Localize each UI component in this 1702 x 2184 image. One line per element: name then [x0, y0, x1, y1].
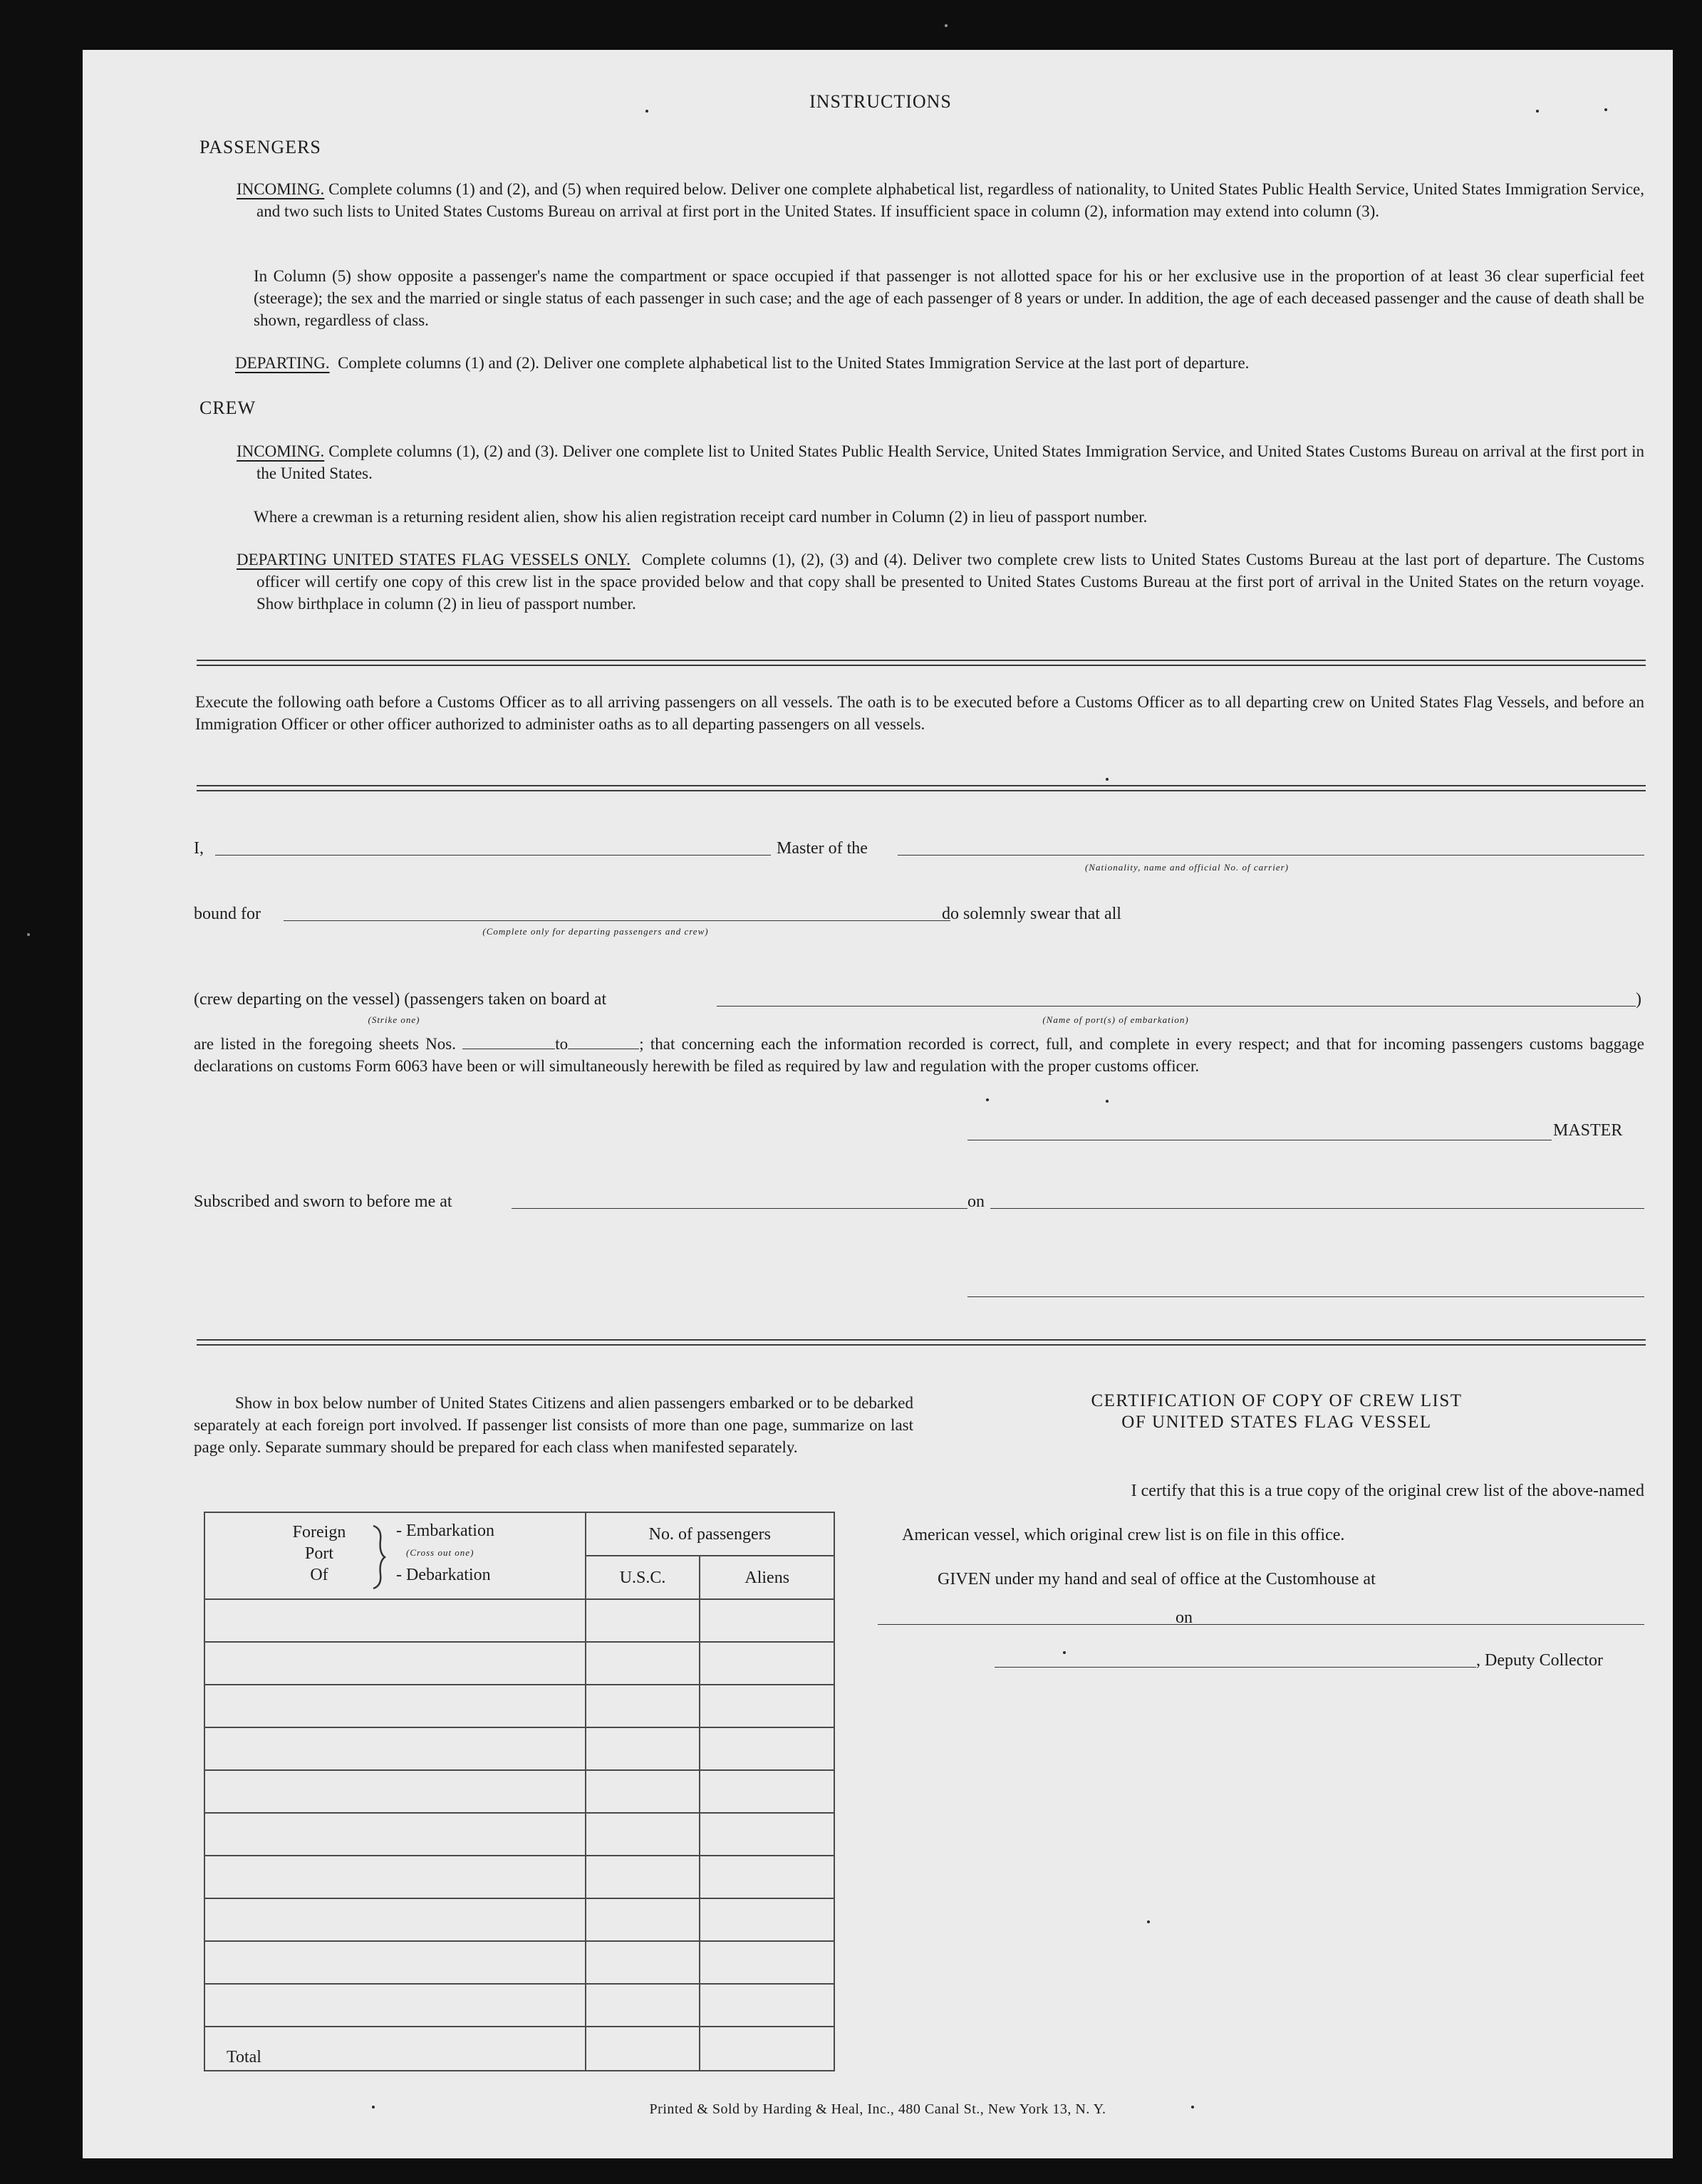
port-cell[interactable]	[204, 1599, 586, 1642]
cross-out-caption: (Cross out one)	[406, 1547, 474, 1558]
passengers-departing-paragraph	[235, 352, 1644, 374]
section-divider	[197, 660, 1646, 666]
sworn-on-label: on	[967, 1192, 985, 1211]
of-label: Of	[310, 1566, 328, 1584]
port-cell[interactable]	[204, 1727, 586, 1770]
close-paren: )	[1636, 990, 1641, 1009]
scan-speck	[1191, 2106, 1194, 2108]
bound-caption: (Complete only for departing passengers and crew)	[482, 926, 709, 937]
scan-speck	[1106, 778, 1109, 781]
printer-credit: Printed & Sold by Harding & Heal, Inc., 480 Canal St., New York 13, N. Y.	[649, 2101, 1106, 2117]
scan-speck	[645, 110, 648, 113]
listed-text: ; that concerning each the information recorded is correct, full, and complete in every respect; and that for incoming passengers customs baggage declarations on customs Form 6063 have been or will simultaneously herewith be filed as required by law and regulation with the proper customs officer.	[194, 1035, 1644, 1075]
master-label: MASTER	[1553, 1121, 1623, 1140]
listed-prefix: are listed in the foregoing sheets Nos.	[194, 1035, 457, 1053]
usc-cell[interactable]	[586, 1727, 700, 1770]
passengers-incoming-label: INCOMING.	[237, 180, 325, 198]
scan-speck	[1604, 108, 1607, 111]
table-row	[204, 1685, 834, 1727]
usc-cell[interactable]	[586, 1984, 700, 2027]
swear-text: do solemnly swear that all	[942, 905, 1121, 923]
debarkation-label: - Debarkation	[396, 1566, 491, 1584]
listed-paragraph	[194, 1033, 1644, 1077]
master-of-the-label: Master of the	[777, 839, 868, 858]
passengers-departing-text: Complete columns (1) and (2). Deliver one complete alphabetical list to the United States Immigration Service at the last port of departure.	[338, 354, 1250, 372]
table-row	[204, 1770, 834, 1813]
strike-one-caption: (Strike one)	[368, 1014, 420, 1025]
passengers-incoming-paragraph	[237, 178, 1644, 222]
port-label: Port	[304, 1544, 333, 1563]
aliens-cell[interactable]	[700, 1770, 834, 1813]
certification-title-line2: OF UNITED STATES FLAG VESSEL	[1121, 1413, 1432, 1432]
passengers-departing-label: DEPARTING.	[235, 354, 330, 372]
officer-signature-field[interactable]	[967, 1296, 1644, 1297]
foreign-label: Foreign	[292, 1523, 346, 1541]
oath-intro: Execute the following oath before a Customs Officer as to all arriving passengers on all vessels. The oath is to be executed before a Customs Officer as to all departing crew on United States Flag Vessels, and before an Immigration Officer or other officer authorized to administer oaths as to all departing passengers on all vessels.	[195, 693, 1644, 733]
scan-speck	[1106, 1100, 1109, 1103]
aliens-total-cell[interactable]	[700, 2027, 834, 2071]
ports-caption: (Name of port(s) of embarkation)	[1042, 1014, 1189, 1025]
crew-departing-text: Complete columns (1), (2), (3) and (4). Deliver two complete crew lists to United States Customs Bureau at the last port of departure. The Customs officer will certify one copy of this crew list in the space provided below and that copy shall be presented to United States Customs Bureau at the first port of arrival in the United States on the return voyage. Show birthplace in column (2) in lieu of passport number.	[256, 551, 1645, 613]
carrier-field[interactable]	[898, 855, 1644, 856]
aliens-cell[interactable]	[700, 1941, 834, 1984]
scan-speck	[372, 2106, 375, 2108]
port-cell[interactable]	[204, 1813, 586, 1856]
port-cell[interactable]	[204, 1941, 586, 1984]
port-cell[interactable]	[204, 1770, 586, 1813]
embarkation-label: - Embarkation	[396, 1522, 494, 1540]
usc-cell[interactable]	[586, 1941, 700, 1984]
scan-speck	[1536, 110, 1539, 113]
cert-date-field[interactable]	[1197, 1624, 1644, 1625]
port-of-embarkation-field[interactable]	[717, 1006, 1636, 1007]
usc-cell[interactable]	[586, 1856, 700, 1898]
passengers-incoming-text: Complete columns (1) and (2), and (5) when required below. Deliver one complete alphabetical list, regardless of nationality, to United States Public Health Service, United States Immigration Service, and two such lists to United States Customs Bureau on arrival at first port in the United States. If insufficient space in column (2), information may extend into column (3).	[256, 180, 1644, 220]
usc-cell[interactable]	[586, 1599, 700, 1642]
crew-incoming-text: Complete columns (1), (2) and (3). Deliver one complete list to United States Public Health Service, United States Immigration Service, and United States Customs Bureau on arrival at the first port in the United States.	[256, 442, 1644, 482]
port-cell[interactable]	[204, 1642, 586, 1685]
scan-speck	[27, 933, 30, 936]
given-text: GIVEN under my hand and seal of office at the Customhouse at	[938, 1570, 1376, 1588]
crew-departing-label: DEPARTING UNITED STATES FLAG VESSELS ONLY.	[237, 551, 631, 568]
scan-speck	[945, 24, 948, 27]
total-row	[204, 2027, 834, 2071]
passenger-summary-table	[204, 1512, 835, 2071]
to-word: to	[555, 1035, 569, 1053]
port-header-cell	[204, 1512, 586, 1599]
usc-header: U.S.C.	[586, 1556, 700, 1599]
usc-cell[interactable]	[586, 1642, 700, 1685]
sheet-to-field[interactable]	[568, 1034, 639, 1049]
crew-incoming-paragraph	[237, 440, 1644, 484]
certification-title	[956, 1390, 1597, 1433]
table-row	[204, 1727, 834, 1770]
scan-speck	[986, 1098, 989, 1101]
certification-title-line1: CERTIFICATION OF COPY OF CREW LIST	[1091, 1391, 1463, 1410]
subscribed-label: Subscribed and sworn to before me at	[194, 1192, 452, 1211]
usc-cell[interactable]	[586, 1685, 700, 1727]
table-row	[204, 1856, 834, 1898]
passengers-column5-paragraph: In Column (5) show opposite a passenger's name the compartment or space occupied if that passenger is not allotted space for his or her exclusive use in the proportion of at least 36 clear superficial feet (steerage); the sex and the married or single status of each passenger in such case; and the age of each passenger of 8 years or under. In addition, the age of each deceased passenger and the cause of death shall be shown, regardless of class.	[254, 267, 1644, 329]
aliens-cell[interactable]	[700, 1898, 834, 1941]
aliens-cell[interactable]	[700, 1599, 834, 1642]
section-divider	[197, 1339, 1646, 1346]
aliens-cell[interactable]	[700, 1984, 834, 2027]
sworn-date-field[interactable]	[990, 1208, 1644, 1209]
aliens-cell[interactable]	[700, 1727, 834, 1770]
section-divider	[197, 785, 1646, 791]
nationality-caption: (Nationality, name and official No. of carrier)	[1084, 862, 1290, 873]
certify-line2: American vessel, which original crew list is on file in this office.	[902, 1526, 1345, 1544]
usc-cell[interactable]	[586, 1770, 700, 1813]
table-row	[204, 1813, 834, 1856]
aliens-header: Aliens	[700, 1556, 834, 1599]
aliens-cell[interactable]	[700, 1642, 834, 1685]
port-cell[interactable]	[204, 1898, 586, 1941]
table-row	[204, 1642, 834, 1685]
aliens-cell[interactable]	[700, 1685, 834, 1727]
page-title: INSTRUCTIONS	[809, 91, 952, 112]
passengers-heading: PASSENGERS	[199, 137, 321, 157]
usc-total-cell[interactable]	[586, 2027, 700, 2071]
table-row	[204, 1941, 834, 1984]
aliens-cell[interactable]	[700, 1856, 834, 1898]
port-cell[interactable]	[204, 1984, 586, 2027]
port-cell[interactable]	[204, 1685, 586, 1727]
port-cell[interactable]	[204, 1856, 586, 1898]
master-name-field[interactable]	[215, 855, 771, 856]
form-page	[83, 50, 1673, 2158]
deputy-collector-label: , Deputy Collector	[1476, 1651, 1603, 1670]
crew-heading: CREW	[199, 397, 256, 418]
crew-incoming-label: INCOMING.	[237, 442, 325, 460]
table-row	[204, 1599, 834, 1642]
usc-cell[interactable]	[586, 1898, 700, 1941]
deputy-signature-field[interactable]	[995, 1667, 1476, 1668]
summary-intro: Show in box below number of United States Citizens and alien passengers embarked or to be debarked separately at each foreign port involved. If passenger list consists of more than one page, summarize on last page only. Separate summary should be prepared for each class when manifested separately.	[194, 1394, 913, 1456]
table-row	[204, 1898, 834, 1941]
bound-for-field[interactable]	[284, 920, 950, 921]
sworn-place-field[interactable]	[512, 1208, 967, 1209]
scan-speck	[1147, 1920, 1150, 1923]
certify-line1: I certify that this is a true copy of the original crew list of the above-named	[1131, 1482, 1644, 1500]
no-passengers-header: No. of passengers	[586, 1512, 834, 1556]
crew-departing-label: (crew departing on the vessel) (passengers taken on board at	[194, 990, 607, 1009]
oath-i-label: I,	[194, 839, 204, 858]
bound-for-label: bound for	[194, 905, 261, 923]
brace-icon	[369, 1523, 390, 1591]
crew-resident-paragraph: Where a crewman is a returning resident alien, show his alien registration receipt card number in Column (2) in lieu of passport number.	[254, 508, 1148, 526]
crew-departing-paragraph	[237, 548, 1644, 615]
total-label: Total	[227, 2048, 261, 2066]
usc-cell[interactable]	[586, 1813, 700, 1856]
aliens-cell[interactable]	[700, 1813, 834, 1856]
table-row	[204, 1984, 834, 2027]
scan-speck	[1063, 1651, 1066, 1654]
cert-on-label: on	[1176, 1608, 1193, 1627]
sheet-from-field[interactable]	[462, 1034, 555, 1049]
